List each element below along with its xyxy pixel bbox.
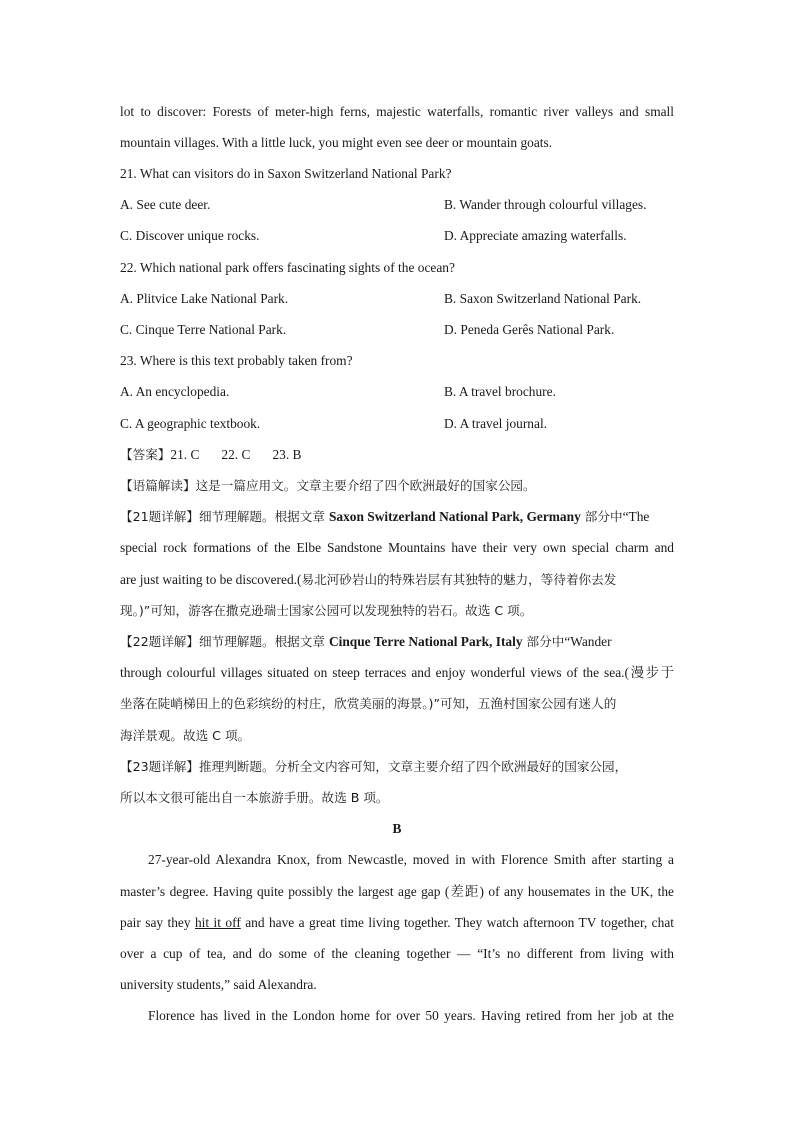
question-22-option-d: D. Peneda Gerês National Park. bbox=[444, 322, 615, 337]
detail-21-line-3-en: are just waiting to be discovered.( bbox=[120, 572, 302, 587]
question-22-stem: 22. Which national park offers fascinating sights of the ocean? bbox=[120, 260, 455, 275]
section-b-p2-line-1: Florence has lived in the London home for over 50 years. Having retired from her job at the bbox=[148, 1008, 674, 1023]
detail-21-line-1 bbox=[120, 508, 674, 526]
detail-22-label: 【22题详解】 bbox=[120, 634, 199, 649]
detail-22-line-3: 坐落在陡峭梯田上的色彩缤纷的村庄，欣赏美丽的海景。)”可知，五渔村国家公园有迷人的 bbox=[120, 696, 617, 711]
detail-22-line-1 bbox=[120, 633, 674, 651]
section-b-p1-line-4: over a cup of tea, and do some of the cleaning together — “It’s no different from living with bbox=[120, 946, 674, 961]
detail-23-label: 【23题详解】 bbox=[120, 759, 199, 774]
detail-21-line-3-cn: 易北河砂岩山的特殊岩层有其独特的魅力，等待着你去发 bbox=[301, 572, 617, 587]
detail-22-heading: Cinque Terre National Park, Italy bbox=[328, 634, 523, 649]
detail-21-line-3 bbox=[120, 571, 674, 589]
answer-23: 23. B bbox=[272, 447, 302, 462]
answer-22: 22. C bbox=[221, 447, 251, 462]
detail-23-line-1 bbox=[120, 758, 674, 776]
detail-22-quote-open: “Wander bbox=[564, 634, 612, 649]
section-b-p1-line-2: master’s degree. Having quite possibly the largest age gap (差距) of any housemates in the UK, the bbox=[120, 884, 674, 899]
section-b-p1-line-3-pre: pair say they bbox=[120, 915, 195, 930]
question-21-option-d: D. Appreciate amazing waterfalls. bbox=[444, 228, 627, 243]
detail-21-quote-open: “The bbox=[622, 509, 650, 524]
section-b-title: B bbox=[392, 821, 402, 836]
question-21-option-c: C. Discover unique rocks. bbox=[120, 228, 260, 243]
overview-text: 这是一篇应用文。文章主要介绍了四个欧洲最好的国家公园。 bbox=[195, 478, 536, 493]
question-23-option-a: A. An encyclopedia. bbox=[120, 384, 230, 399]
section-b-p1-line-1: 27-year-old Alexandra Knox, from Newcastle, moved in with Florence Smith after starting a bbox=[148, 852, 674, 867]
overview-label: 【语篇解读】 bbox=[120, 478, 196, 493]
section-b-p1-line-5: university students,” said Alexandra. bbox=[120, 977, 317, 992]
answer-21: 21. C bbox=[170, 447, 200, 462]
question-21-option-a: A. See cute deer. bbox=[120, 197, 211, 212]
section-b-p1-line-3 bbox=[120, 914, 674, 932]
question-21-option-b: B. Wander through colourful villages. bbox=[444, 197, 647, 212]
detail-21-label: 【21题详解】 bbox=[120, 509, 199, 524]
detail-21-heading: Saxon Switzerland National Park, Germany bbox=[328, 509, 581, 524]
question-23-stem: 23. Where is this text probably taken from? bbox=[120, 353, 353, 368]
section-b-p1-line-3-post: and have a great time living together. They watch afternoon TV together, chat bbox=[240, 915, 674, 930]
question-22-option-c: C. Cinque Terre National Park. bbox=[120, 322, 287, 337]
detail-21-line-4: 现。)”可知，游客在撒克逊瑞士国家公园可以发现独特的岩石。故选 C 项。 bbox=[120, 603, 533, 618]
question-23-option-c: C. A geographic textbook. bbox=[120, 416, 261, 431]
answer-label: 【答案】 bbox=[120, 447, 171, 462]
detail-23-text: 推理判断题。分析全文内容可知，文章主要介绍了四个欧洲最好的国家公园， bbox=[199, 759, 628, 774]
question-23-option-b: B. A travel brochure. bbox=[444, 384, 556, 399]
overview-line bbox=[120, 477, 674, 495]
detail-21-line-2: special rock formations of the Elbe Sandstone Mountains have their very own special charm and bbox=[120, 540, 674, 555]
question-22-option-a: A. Plitvice Lake National Park. bbox=[120, 291, 289, 306]
detail-22-line-4: 海洋景观。故选 C 项。 bbox=[120, 728, 251, 743]
answer-line bbox=[120, 446, 674, 464]
detail-22-part: 部分中 bbox=[522, 634, 565, 649]
detail-23-line-2: 所以本文很可能出自一本旅游手册。故选 B 项。 bbox=[120, 790, 389, 805]
detail-21-part: 部分中 bbox=[580, 509, 623, 524]
detail-22-line-2: through colourful villages situated on steep terraces and enjoy wonderful views of the sea.(漫步于 bbox=[120, 665, 674, 680]
detail-21-intro: 细节理解题。根据文章 bbox=[199, 509, 329, 524]
underlined-phrase: hit it off bbox=[194, 915, 241, 930]
question-23-option-d: D. A travel journal. bbox=[444, 416, 548, 431]
passage-a-line-2: mountain villages. With a little luck, you might even see deer or mountain goats. bbox=[120, 135, 553, 150]
question-21-stem: 21. What can visitors do in Saxon Switzerland National Park? bbox=[120, 166, 452, 181]
detail-22-intro: 细节理解题。根据文章 bbox=[199, 634, 329, 649]
question-22-option-b: B. Saxon Switzerland National Park. bbox=[444, 291, 642, 306]
passage-a-line-1: lot to discover: Forests of meter-high ferns, majestic waterfalls, romantic river valleys and small bbox=[120, 104, 674, 119]
